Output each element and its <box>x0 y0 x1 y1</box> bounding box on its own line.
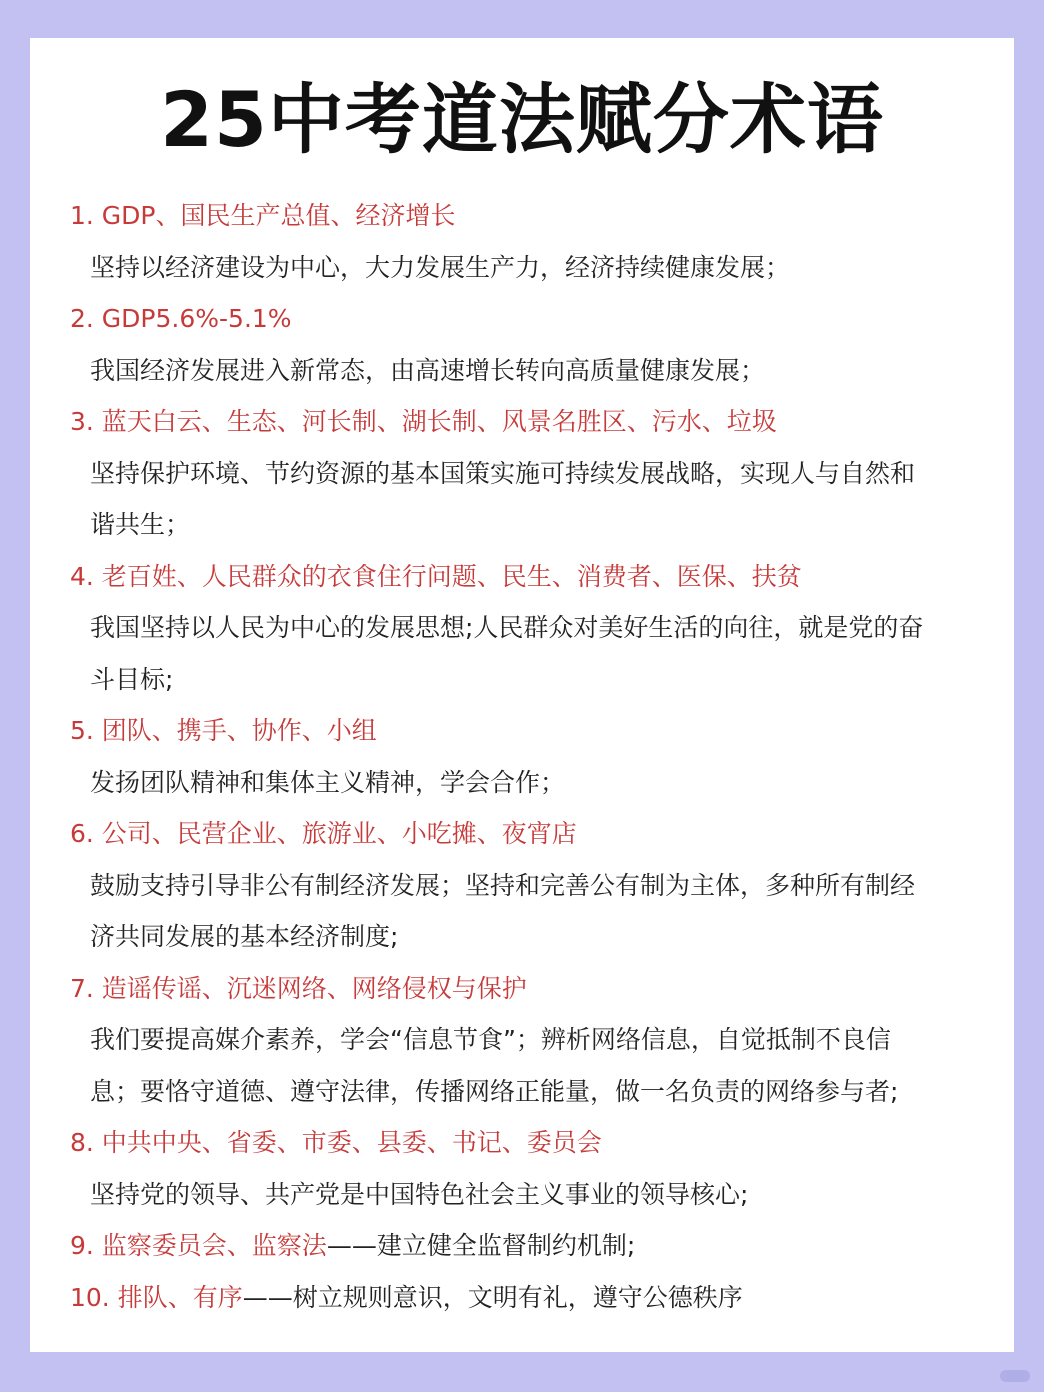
item-heading: 6. 公司、民营企业、旅游业、小吃摊、夜宵店 <box>70 819 577 848</box>
page-title: 25中考道法赋分术语 <box>160 75 884 164</box>
item-body: 济共同发展的基本经济制度; <box>90 922 399 951</box>
item-heading: 1. GDP、国民生产总值、经济增长 <box>70 201 456 230</box>
item-body: 坚持保护环境、节约资源的基本国策实施可持续发展战略，实现人与自然和 <box>90 458 916 488</box>
inline-item-heading: 10. 排队、有序 <box>70 1282 243 1312</box>
item-body: 坚持党的领导、共产党是中国特色社会主义事业的领导核心; <box>90 1179 749 1209</box>
inline-item-text: ——树立规则意识，文明有礼，遵守公德秩序 <box>242 1282 743 1312</box>
item-heading: 3. 蓝天白云、生态、河长制、湖长制、风景名胜区、污水、垃圾 <box>70 407 777 436</box>
term-list <box>70 190 980 1323</box>
inline-item <box>70 1272 980 1324</box>
item-body: 我国坚持以人民为中心的发展思想;人民群众对美好生活的向往，就是党的奋 <box>90 613 924 642</box>
inline-item-text: ——建立健全监督制约机制; <box>326 1231 636 1260</box>
item-body: 谐共生； <box>90 510 191 539</box>
item-body: 斗目标; <box>90 664 174 694</box>
inline-item <box>70 1220 980 1272</box>
item-heading: 8. 中共中央、省委、市委、县委、书记、委员会 <box>70 1128 602 1157</box>
item-heading: 2. GDP5.6%-5.1% <box>70 304 292 333</box>
item-body: 我国经济发展进入新常态，由高速增长转向高质量健康发展； <box>90 355 766 385</box>
item-heading: 5. 团队、携手、协作、小组 <box>70 716 377 745</box>
item-body: 我们要提高媒介素养，学会“信息节食”；辨析网络信息，自觉抵制不良信 <box>90 1025 891 1054</box>
item-body: 发扬团队精神和集体主义精神，学会合作； <box>90 767 566 797</box>
item-body: 鼓励支持引导非公有制经济发展；坚持和完善公有制为主体，多种所有制经 <box>90 870 916 900</box>
item-body: 息；要恪守道德、遵守法律，传播网络正能量，做一名负责的网络参与者; <box>90 1076 899 1106</box>
item-heading: 4. 老百姓、人民群众的衣食住行问题、民生、消费者、医保、扶贫 <box>70 561 802 591</box>
watermark-badge <box>1000 1370 1030 1382</box>
inline-item-heading: 9. 监察委员会、监察法 <box>70 1231 327 1260</box>
item-body: 坚持以经济建设为中心，大力发展生产力，经济持续健康发展； <box>90 252 791 282</box>
item-heading: 7. 造谣传谣、沉迷网络、网络侵权与保护 <box>70 973 527 1003</box>
